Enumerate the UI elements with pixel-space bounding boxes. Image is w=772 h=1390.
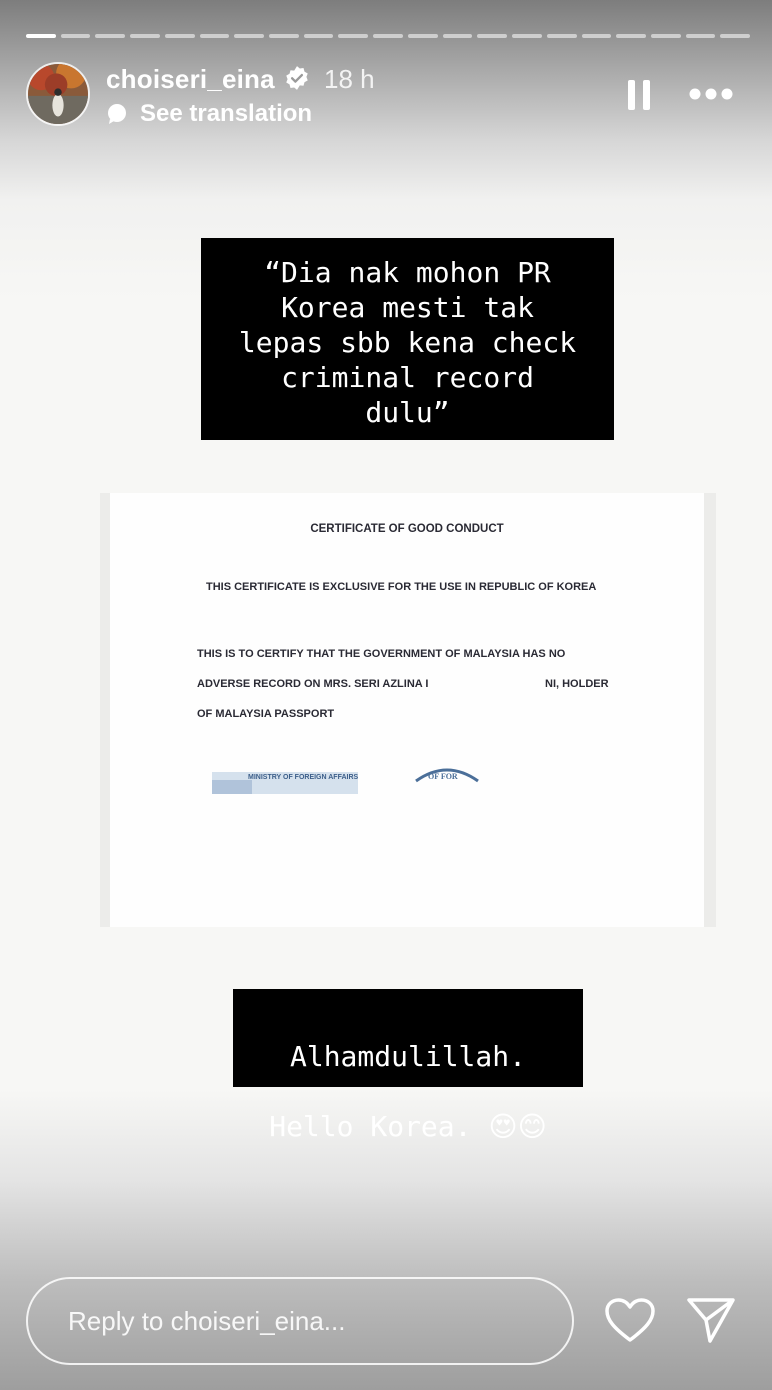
avatar[interactable] [26,62,90,126]
progress-segment [512,34,542,38]
progress-segment [477,34,507,38]
seal-stamp-text: OF FOR [428,772,458,781]
caption-alhamdulillah [233,989,583,1143]
more-options-icon[interactable] [688,84,734,104]
progress-segment [95,34,125,38]
progress-segment [200,34,230,38]
caption-line-2 [233,1109,583,1144]
username[interactable]: choiseri_eina [106,64,275,94]
caption-line-1: Alhamdulillah. [289,1040,526,1073]
certificate-line-2-end: NI, HOLDER [545,678,609,690]
progress-segment [304,34,334,38]
certificate-title: CERTIFICATE OF GOOD CONDUCT [310,523,504,535]
progress-segment [547,34,577,38]
translate-icon [106,103,128,125]
progress-segment [408,34,438,38]
progress-segment [686,34,716,38]
story-progress-bar [26,34,750,38]
pause-icon[interactable] [626,78,652,112]
certificate-document [110,493,704,927]
progress-segment [720,34,750,38]
reply-input[interactable] [26,1277,574,1365]
see-translation-label: See translation [140,100,313,127]
send-icon[interactable] [686,1296,736,1344]
progress-segment [269,34,299,38]
see-translation-button[interactable] [106,100,312,128]
progress-segment [373,34,403,38]
progress-segment [165,34,195,38]
ministry-stamp [210,768,360,800]
avatar-photo [28,64,88,124]
progress-segment [130,34,160,38]
certificate-line-1: THIS IS TO CERTIFY THAT THE GOVERNMENT OF MALAYSIA HAS NO [197,648,566,660]
progress-segment [26,34,56,38]
caption-line-2-text: Hello Korea. [269,1110,472,1143]
heart-eyes-emoji: 😍😊 [488,1110,547,1143]
verified-badge-icon [284,65,310,91]
certificate-line-3: OF MALAYSIA PASSPORT [197,708,335,720]
post-time: 18 h [324,64,375,94]
caption-quote: “Dia nak mohon PR Korea mesti tak lepas sbb kena check criminal record dulu” [201,238,614,440]
progress-segment [582,34,612,38]
progress-segment [234,34,264,38]
certificate-line-2-start: ADVERSE RECORD ON MRS. SERI AZLINA I [197,678,429,690]
heart-icon[interactable] [604,1297,656,1343]
progress-segment [651,34,681,38]
reply-placeholder: Reply to choiseri_eina... [68,1305,346,1336]
seal-stamp [412,763,482,783]
progress-segment [61,34,91,38]
progress-segment [443,34,473,38]
progress-segment [338,34,368,38]
certificate-exclusive-note: THIS CERTIFICATE IS EXCLUSIVE FOR THE USE IN REPUBLIC OF KOREA [206,581,597,593]
progress-segment [616,34,646,38]
ministry-stamp-text: MINISTRY OF FOREIGN AFFAIRS [248,774,359,781]
